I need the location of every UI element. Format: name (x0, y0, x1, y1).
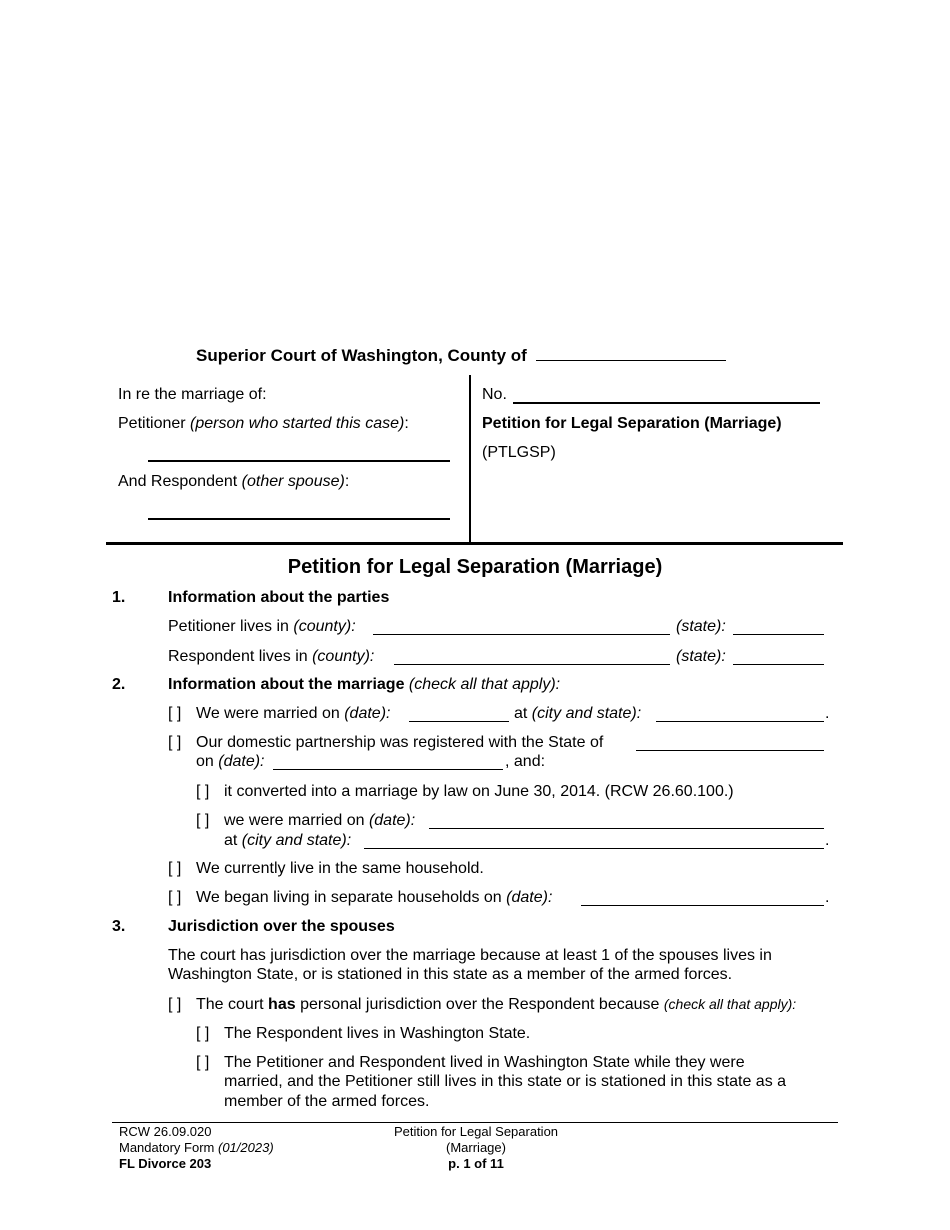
section-1-heading: Information about the parties (168, 589, 390, 606)
lived-in-wa-line-1: The Petitioner and Respondent lived in Washington State while they were (224, 1054, 745, 1071)
respondent-county-field[interactable] (394, 664, 670, 665)
petitioner-label: Petitioner (person who started this case): (118, 415, 409, 432)
we-married-at-label: at (city and state): (224, 832, 352, 849)
petitioner-state-field[interactable] (733, 634, 824, 635)
respondent-label: And Respondent (other spouse): (118, 473, 350, 490)
married-at-label: at (city and state): (514, 705, 642, 722)
dp-date-field[interactable] (273, 769, 503, 770)
respondent-state-field[interactable] (733, 664, 824, 665)
dp-on-label: on (date): (196, 753, 265, 770)
married-on-label: We were married on (date): (196, 705, 391, 722)
in-re-label: In re the marriage of: (118, 386, 267, 403)
domestic-partnership-checkbox[interactable]: [ ] (168, 734, 182, 751)
we-married-date-field[interactable] (429, 828, 824, 829)
section-2-number: 2. (112, 676, 126, 693)
respondent-state-label: (state): (676, 648, 726, 665)
section-2-heading: Information about the marriage (check all that apply): (168, 676, 561, 693)
county-field[interactable] (536, 345, 726, 361)
same-household-label: We currently live in the same household. (196, 860, 484, 877)
petitioner-name-field[interactable] (148, 460, 450, 462)
section-3-heading: Jurisdiction over the spouses (168, 918, 395, 935)
page-title: Petition for Legal Separation (Marriage) (287, 556, 663, 578)
we-married-label: we were married on (date): (224, 812, 416, 829)
married-on-checkbox[interactable]: [ ] (168, 705, 182, 722)
case-number-field[interactable] (513, 402, 820, 404)
separate-households-checkbox[interactable]: [ ] (168, 889, 182, 906)
lived-in-wa-checkbox[interactable]: [ ] (196, 1054, 210, 1071)
caption-doc-title: Petition for Legal Separation (Marriage) (482, 415, 782, 432)
court-title: Superior Court of Washington, County of (196, 345, 726, 365)
we-married-checkbox[interactable]: [ ] (196, 812, 210, 829)
personal-jurisdiction-checkbox[interactable]: [ ] (168, 996, 182, 1013)
period: . (825, 832, 830, 849)
section-3-number: 3. (112, 918, 126, 935)
footer-mandatory: Mandatory Form (01/2023) (119, 1140, 274, 1155)
separate-date-field[interactable] (581, 905, 824, 906)
converted-label: it converted into a marriage by law on June 30, 2014. (RCW 26.60.100.) (224, 783, 734, 800)
footer-rcw: RCW 26.09.020 (119, 1124, 212, 1139)
respondent-name-field[interactable] (148, 518, 450, 520)
footer-form-id: FL Divorce 203 (119, 1156, 212, 1171)
caption-bottom-rule (106, 542, 843, 545)
respondent-lives-wa-checkbox[interactable]: [ ] (196, 1025, 210, 1042)
petitioner-lives-row: Petitioner lives in (county): (168, 618, 356, 635)
same-household-checkbox[interactable]: [ ] (168, 860, 182, 877)
personal-jurisdiction-label: The court has personal jurisdiction over the Respondent because (check all that apply): (196, 996, 797, 1013)
domestic-partnership-label: Our domestic partnership was registered with the State of (196, 734, 604, 751)
respondent-lives-wa-label: The Respondent lives in Washington State. (224, 1025, 531, 1042)
lived-in-wa-line-2: married, and the Petitioner still lives in this state or is stationed in this state as a (224, 1073, 787, 1090)
caption-doc-code: (PTLGSP) (482, 444, 556, 461)
jurisdiction-paragraph-line-1: The court has jurisdiction over the marriage because at least 1 of the spouses lives in (168, 947, 772, 964)
we-married-place-field[interactable] (364, 848, 824, 849)
section-1-number: 1. (112, 589, 126, 606)
lived-in-wa-line-3: member of the armed forces. (224, 1093, 430, 1110)
converted-checkbox[interactable]: [ ] (196, 783, 210, 800)
case-number: No. (482, 386, 507, 403)
separate-households-label: We began living in separate households on (date): (196, 889, 553, 906)
footer-rule (112, 1122, 838, 1123)
dp-and-label: , and: (505, 753, 546, 770)
footer-title-line-1: Petition for Legal Separation (393, 1124, 559, 1139)
footer-title-line-2: (Marriage) (446, 1140, 506, 1155)
footer-page-number: p. 1 of 11 (448, 1156, 504, 1171)
dp-state-field[interactable] (636, 750, 824, 751)
married-place-field[interactable] (656, 721, 824, 722)
petitioner-state-label: (state): (676, 618, 726, 635)
married-date-field[interactable] (409, 721, 509, 722)
respondent-lives-row: Respondent lives in (county): (168, 648, 375, 665)
petitioner-county-field[interactable] (373, 634, 670, 635)
caption-divider (469, 375, 471, 543)
jurisdiction-paragraph-line-2: Washington State, or is stationed in this state as a member of the armed forces. (168, 966, 733, 983)
period: . (825, 705, 830, 722)
period: . (825, 889, 830, 906)
